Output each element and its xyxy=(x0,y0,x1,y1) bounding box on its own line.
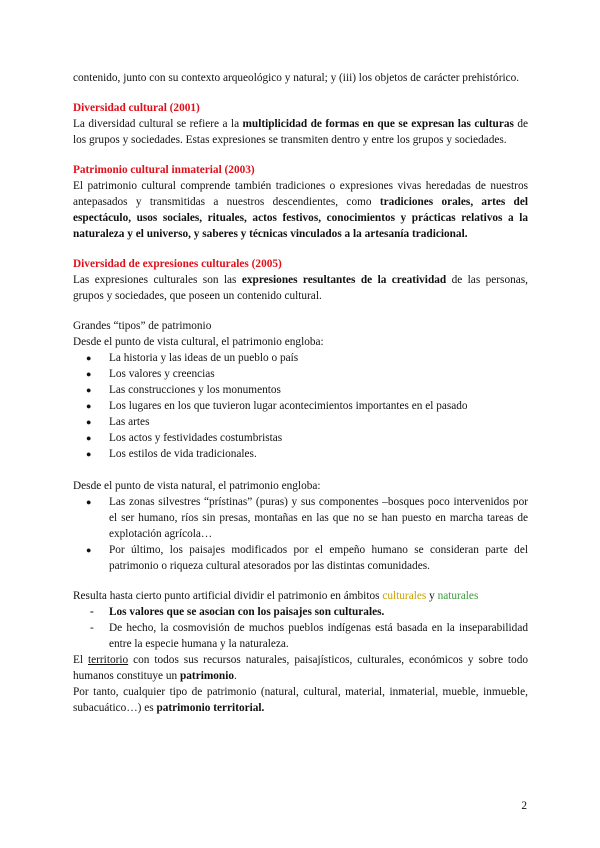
tipos-title: Grandes “tipos” de patrimonio xyxy=(73,320,212,332)
territorio-paragraph: El territorio con todos sus recursos naturales, paisajísticos, culturales, económicos y sobre todo humanos constituye un patrimonio. xyxy=(73,654,528,682)
heading-patrimonio-inmaterial: Patrimonio cultural inmaterial (2003) xyxy=(73,164,255,176)
cultural-list xyxy=(73,350,528,462)
paragraph-diversidad-cultural: La diversidad cultural se refiere a la multiplicidad de formas en que se expresan las culturas de los grupos y sociedades. Estas expresiones se transmiten dentro y entre los grupos y sociedades. xyxy=(73,118,528,146)
list-item: ● Las zonas silvestres “prístinas” (puras) y sus componentes –bosques poco intervenidos por el ser humano, ríos sin presas, montañas en las que no se han puesto en marcha tareas de explotación agrícola… xyxy=(73,494,528,542)
document-page xyxy=(73,70,528,716)
list-item: ● La historia y las ideas de un pueblo o país xyxy=(73,350,528,366)
natural-list xyxy=(73,494,528,574)
list-item: ● Las artes xyxy=(73,414,528,430)
natural-intro: Desde el punto de vista natural, el patrimonio engloba: xyxy=(73,480,321,492)
cultural-intro: Desde el punto de vista cultural, el patrimonio engloba: xyxy=(73,336,324,348)
intro-paragraph: contenido, junto con su contexto arqueológico y natural; y (iii) los objetos de carácter prehistórico. xyxy=(73,72,520,84)
page-number: 2 xyxy=(521,800,527,812)
paragraph-expresiones-culturales: Las expresiones culturales son las expresiones resultantes de la creatividad de las personas, grupos y sociedades, que poseen un contenido cultural. xyxy=(73,274,528,302)
list-item: - Los valores que se asocian con los paisajes son culturales. xyxy=(73,604,528,620)
list-item: ● Por último, los paisajes modificados por el empeño humano se consideran parte del patrimonio o riqueza cultural atesorados por las distintas comunidades. xyxy=(73,542,528,574)
heading-diversidad-cultural: Diversidad cultural (2001) xyxy=(73,102,200,114)
portanto-paragraph: Por tanto, cualquier tipo de patrimonio (natural, cultural, material, inmaterial, mueble, inmueble, subacuático…) es patrimonio territorial. xyxy=(73,686,528,714)
list-item: ● Los estilos de vida tradicionales. xyxy=(73,446,528,462)
list-item: ● Las construcciones y los monumentos xyxy=(73,382,528,398)
resulta-paragraph: Resulta hasta cierto punto artificial dividir el patrimonio en ámbitos culturales y naturales xyxy=(73,590,479,602)
list-item: - De hecho, la cosmovisión de muchos pueblos indígenas está basada en la inseparabilidad entre la especie humana y la naturaleza. xyxy=(73,620,528,652)
culturales-word: culturales xyxy=(382,590,427,602)
heading-expresiones-culturales: Diversidad de expresiones culturales (2005) xyxy=(73,258,282,270)
list-item: ● Los lugares en los que tuvieron lugar acontecimientos importantes en el pasado xyxy=(73,398,528,414)
paragraph-patrimonio-inmaterial: El patrimonio cultural comprende también tradiciones o expresiones vivas heredadas de nuestros antepasados y transmitidas a nuestros descendientes, como tradiciones orales, artes del espectáculo, usos sociales, rituales, actos festivos, conocimientos y prácticas relativos a la naturaleza y el universo, y saberes y técnicas vinculados a la artesanía tradicional. xyxy=(73,180,528,240)
list-item: ● Los actos y festividades costumbristas xyxy=(73,430,528,446)
list-item: ● Los valores y creencias xyxy=(73,366,528,382)
naturales-word: naturales xyxy=(437,590,479,602)
dash-list xyxy=(73,604,528,652)
